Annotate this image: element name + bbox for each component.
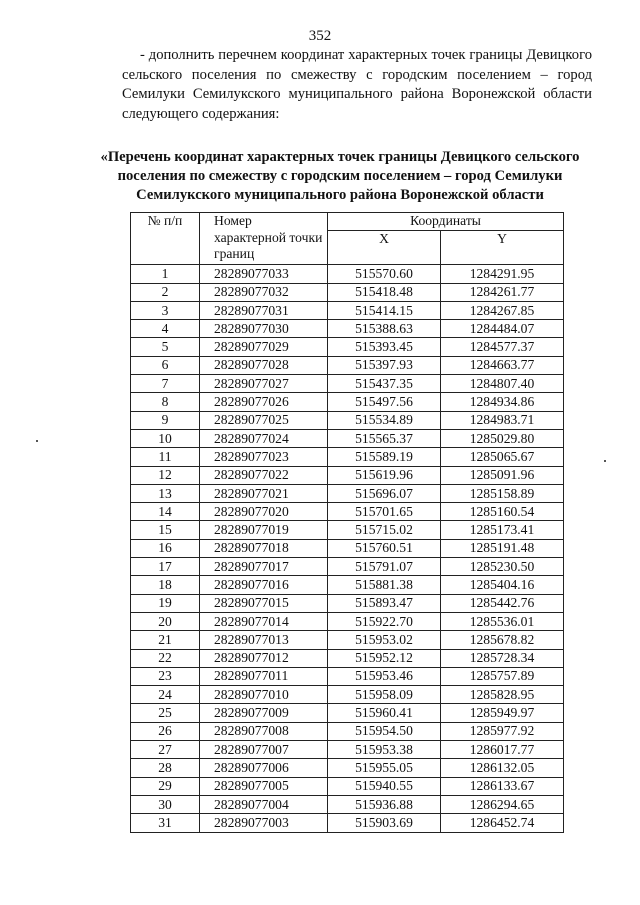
coord-y: 1285536.01 bbox=[441, 612, 564, 630]
point-number: 28289077015 bbox=[200, 594, 328, 612]
coordinates-table bbox=[130, 212, 564, 833]
row-number: 3 bbox=[131, 301, 200, 319]
point-number: 28289077021 bbox=[200, 484, 328, 502]
point-number: 28289077006 bbox=[200, 759, 328, 777]
coord-y: 1284983.71 bbox=[441, 411, 564, 429]
coord-x: 515940.55 bbox=[328, 777, 441, 795]
point-number: 28289077014 bbox=[200, 612, 328, 630]
coord-x: 515952.12 bbox=[328, 649, 441, 667]
row-number: 18 bbox=[131, 576, 200, 594]
coord-x: 515954.50 bbox=[328, 722, 441, 740]
row-number: 17 bbox=[131, 558, 200, 576]
coord-y: 1286017.77 bbox=[441, 741, 564, 759]
coord-x: 515570.60 bbox=[328, 265, 441, 283]
coord-x: 515497.56 bbox=[328, 393, 441, 411]
table-row bbox=[131, 814, 564, 832]
coord-x: 515953.38 bbox=[328, 741, 441, 759]
row-number: 8 bbox=[131, 393, 200, 411]
coord-y: 1285678.82 bbox=[441, 631, 564, 649]
row-number: 6 bbox=[131, 356, 200, 374]
table-row bbox=[131, 466, 564, 484]
scan-speck bbox=[36, 440, 38, 442]
table-row bbox=[131, 411, 564, 429]
coord-y: 1285158.89 bbox=[441, 484, 564, 502]
header-coordinates: Координаты bbox=[328, 213, 564, 231]
point-number: 28289077033 bbox=[200, 265, 328, 283]
coord-x: 515397.93 bbox=[328, 356, 441, 374]
table-row bbox=[131, 777, 564, 795]
intro-text: - дополнить перечнем координат характерных точек границы Девицкого сельского поселения по смежеству с городским поселением – город Семилуки Семилукского муниципального района Воронежской области следующего содержания: bbox=[122, 47, 592, 122]
table-row bbox=[131, 320, 564, 338]
point-number: 28289077029 bbox=[200, 338, 328, 356]
row-number: 10 bbox=[131, 429, 200, 447]
row-number: 20 bbox=[131, 612, 200, 630]
point-number: 28289077004 bbox=[200, 795, 328, 813]
point-number: 28289077016 bbox=[200, 576, 328, 594]
table-row bbox=[131, 338, 564, 356]
row-number: 21 bbox=[131, 631, 200, 649]
intro-paragraph bbox=[122, 46, 592, 124]
coord-x: 515565.37 bbox=[328, 429, 441, 447]
row-number: 12 bbox=[131, 466, 200, 484]
coord-y: 1285404.16 bbox=[441, 576, 564, 594]
row-number: 5 bbox=[131, 338, 200, 356]
coord-y: 1285173.41 bbox=[441, 521, 564, 539]
table-row bbox=[131, 631, 564, 649]
coord-y: 1286132.05 bbox=[441, 759, 564, 777]
table-body bbox=[131, 265, 564, 832]
point-number: 28289077031 bbox=[200, 301, 328, 319]
coord-x: 515791.07 bbox=[328, 558, 441, 576]
table-row bbox=[131, 265, 564, 283]
coord-x: 515922.70 bbox=[328, 612, 441, 630]
table-row bbox=[131, 576, 564, 594]
point-number: 28289077030 bbox=[200, 320, 328, 338]
coord-x: 515589.19 bbox=[328, 448, 441, 466]
coord-y: 1285442.76 bbox=[441, 594, 564, 612]
point-number: 28289077005 bbox=[200, 777, 328, 795]
table-header bbox=[131, 213, 564, 265]
header-row-1 bbox=[131, 213, 564, 231]
row-number: 24 bbox=[131, 686, 200, 704]
table-row bbox=[131, 558, 564, 576]
coord-x: 515953.02 bbox=[328, 631, 441, 649]
row-number: 22 bbox=[131, 649, 200, 667]
coord-x: 515936.88 bbox=[328, 795, 441, 813]
row-number: 29 bbox=[131, 777, 200, 795]
coord-y: 1285029.80 bbox=[441, 429, 564, 447]
table-row bbox=[131, 594, 564, 612]
coord-y: 1284663.77 bbox=[441, 356, 564, 374]
point-number: 28289077018 bbox=[200, 539, 328, 557]
row-number: 31 bbox=[131, 814, 200, 832]
header-x: X bbox=[328, 231, 441, 265]
table-row bbox=[131, 686, 564, 704]
coord-x: 515393.45 bbox=[328, 338, 441, 356]
row-number: 13 bbox=[131, 484, 200, 502]
row-number: 4 bbox=[131, 320, 200, 338]
coord-y: 1284577.37 bbox=[441, 338, 564, 356]
table-row bbox=[131, 795, 564, 813]
row-number: 1 bbox=[131, 265, 200, 283]
point-number: 28289077024 bbox=[200, 429, 328, 447]
point-number: 28289077007 bbox=[200, 741, 328, 759]
coord-y: 1285230.50 bbox=[441, 558, 564, 576]
table-row bbox=[131, 503, 564, 521]
coord-x: 515953.46 bbox=[328, 667, 441, 685]
coord-y: 1284484.07 bbox=[441, 320, 564, 338]
point-number: 28289077032 bbox=[200, 283, 328, 301]
point-number: 28289077019 bbox=[200, 521, 328, 539]
point-number: 28289077017 bbox=[200, 558, 328, 576]
point-number: 28289077020 bbox=[200, 503, 328, 521]
table-row bbox=[131, 283, 564, 301]
table-row bbox=[131, 429, 564, 447]
table-row bbox=[131, 741, 564, 759]
coord-y: 1284267.85 bbox=[441, 301, 564, 319]
row-number: 9 bbox=[131, 411, 200, 429]
table-row bbox=[131, 356, 564, 374]
point-number: 28289077022 bbox=[200, 466, 328, 484]
coord-x: 515903.69 bbox=[328, 814, 441, 832]
coord-x: 515388.63 bbox=[328, 320, 441, 338]
table-row bbox=[131, 484, 564, 502]
coord-y: 1286452.74 bbox=[441, 814, 564, 832]
header-y: Y bbox=[441, 231, 564, 265]
coord-x: 515893.47 bbox=[328, 594, 441, 612]
coord-x: 515534.89 bbox=[328, 411, 441, 429]
table-row bbox=[131, 759, 564, 777]
row-number: 7 bbox=[131, 375, 200, 393]
row-number: 27 bbox=[131, 741, 200, 759]
table-row bbox=[131, 539, 564, 557]
point-number: 28289077023 bbox=[200, 448, 328, 466]
scan-speck bbox=[604, 460, 606, 462]
coord-y: 1285091.96 bbox=[441, 466, 564, 484]
page-number: 352 bbox=[308, 28, 332, 44]
row-number: 25 bbox=[131, 704, 200, 722]
table-row bbox=[131, 521, 564, 539]
coord-x: 515958.09 bbox=[328, 686, 441, 704]
point-number: 28289077028 bbox=[200, 356, 328, 374]
table-row bbox=[131, 704, 564, 722]
coord-y: 1284934.86 bbox=[441, 393, 564, 411]
header-point-number: Номер характерной точки границ bbox=[200, 213, 328, 265]
row-number: 2 bbox=[131, 283, 200, 301]
header-num: № п/п bbox=[131, 213, 200, 265]
coord-x: 515437.35 bbox=[328, 375, 441, 393]
coord-y: 1285160.54 bbox=[441, 503, 564, 521]
coord-y: 1285828.95 bbox=[441, 686, 564, 704]
coord-y: 1284807.40 bbox=[441, 375, 564, 393]
table-row bbox=[131, 448, 564, 466]
coord-x: 515955.05 bbox=[328, 759, 441, 777]
point-number: 28289077009 bbox=[200, 704, 328, 722]
table-row bbox=[131, 301, 564, 319]
point-number: 28289077026 bbox=[200, 393, 328, 411]
coord-x: 515701.65 bbox=[328, 503, 441, 521]
row-number: 15 bbox=[131, 521, 200, 539]
point-number: 28289077003 bbox=[200, 814, 328, 832]
coord-x: 515960.41 bbox=[328, 704, 441, 722]
coord-y: 1284261.77 bbox=[441, 283, 564, 301]
coord-x: 515881.38 bbox=[328, 576, 441, 594]
table-row bbox=[131, 393, 564, 411]
row-number: 16 bbox=[131, 539, 200, 557]
coord-x: 515696.07 bbox=[328, 484, 441, 502]
coord-y: 1285191.48 bbox=[441, 539, 564, 557]
coord-x: 515619.96 bbox=[328, 466, 441, 484]
coord-y: 1286294.65 bbox=[441, 795, 564, 813]
coord-y: 1285949.97 bbox=[441, 704, 564, 722]
table-row bbox=[131, 612, 564, 630]
coord-x: 515715.02 bbox=[328, 521, 441, 539]
point-number: 28289077012 bbox=[200, 649, 328, 667]
coord-y: 1285728.34 bbox=[441, 649, 564, 667]
point-number: 28289077010 bbox=[200, 686, 328, 704]
coord-y: 1285065.67 bbox=[441, 448, 564, 466]
row-number: 19 bbox=[131, 594, 200, 612]
point-number: 28289077011 bbox=[200, 667, 328, 685]
row-number: 14 bbox=[131, 503, 200, 521]
table-row bbox=[131, 722, 564, 740]
table-row bbox=[131, 649, 564, 667]
table-heading: «Перечень координат характерных точек границы Девицкого сельского поселения по смежеству с городским поселением – город Семилуки Семилукского муниципального района Воронежской области bbox=[100, 149, 580, 203]
row-number: 11 bbox=[131, 448, 200, 466]
table-row bbox=[131, 375, 564, 393]
coord-y: 1285977.92 bbox=[441, 722, 564, 740]
row-number: 26 bbox=[131, 722, 200, 740]
point-number: 28289077008 bbox=[200, 722, 328, 740]
coord-x: 515414.15 bbox=[328, 301, 441, 319]
coord-y: 1284291.95 bbox=[441, 265, 564, 283]
row-number: 28 bbox=[131, 759, 200, 777]
coord-y: 1286133.67 bbox=[441, 777, 564, 795]
point-number: 28289077025 bbox=[200, 411, 328, 429]
point-number: 28289077013 bbox=[200, 631, 328, 649]
point-number: 28289077027 bbox=[200, 375, 328, 393]
coord-x: 515760.51 bbox=[328, 539, 441, 557]
coord-y: 1285757.89 bbox=[441, 667, 564, 685]
coord-x: 515418.48 bbox=[328, 283, 441, 301]
row-number: 30 bbox=[131, 795, 200, 813]
row-number: 23 bbox=[131, 667, 200, 685]
table-row bbox=[131, 667, 564, 685]
